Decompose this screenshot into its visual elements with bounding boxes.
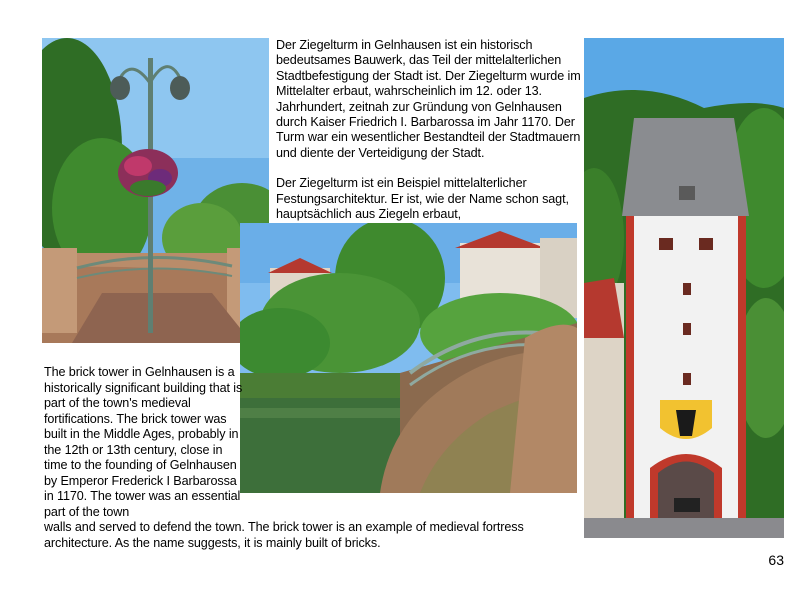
- bridge-railing-image: [42, 38, 269, 343]
- tower-photo: [584, 38, 784, 538]
- german-paragraph-2: Der Ziegelturm ist ein Beispiel mittelalterlicher Festungsarchitektur. Er ist, wie der Name schon sagt, hauptsächlich aus Ziegeln erbaut,: [276, 176, 569, 222]
- english-text-block: [44, 365, 584, 551]
- bridge-railing-photo: [42, 38, 272, 346]
- english-paragraph-wide: walls and served to defend the town. The brick tower is an example of medieval fortress architecture. As the name suggests, it is mainly built of bricks.: [44, 520, 524, 550]
- tower-image: [584, 38, 784, 538]
- german-text-block: [276, 38, 586, 237]
- english-paragraph-narrow: The brick tower in Gelnhausen is a historically significant building that is part of the town's medieval fortifications. The brick tower was built in the Middle Ages, probably in the 12th or 13th century, close in time to the founding of Gelnhausen by Emperor Frederick I Barbarossa in 1170. The tower was an essential part of the town: [44, 365, 243, 519]
- german-paragraph-1: Der Ziegelturm in Gelnhausen ist ein historisch bedeutsames Bauwerk, das Teil der mittelalterlichen Stadtbefestigung der Stadt ist. Der Ziegelturm wurde im Mittelalter erbaut, wahrscheinlich im 12. oder 13. Jahrhundert, zeitnah zur Gründung von Gelnhausen durch Kaiser Friedrich I. Barbarossa im Jahr 1170. Der Turm war ein wesentlicher Bestandteil der Stadtmauern und diente der Verteidigung der Stadt.: [276, 38, 581, 160]
- page-number: 63: [768, 552, 784, 568]
